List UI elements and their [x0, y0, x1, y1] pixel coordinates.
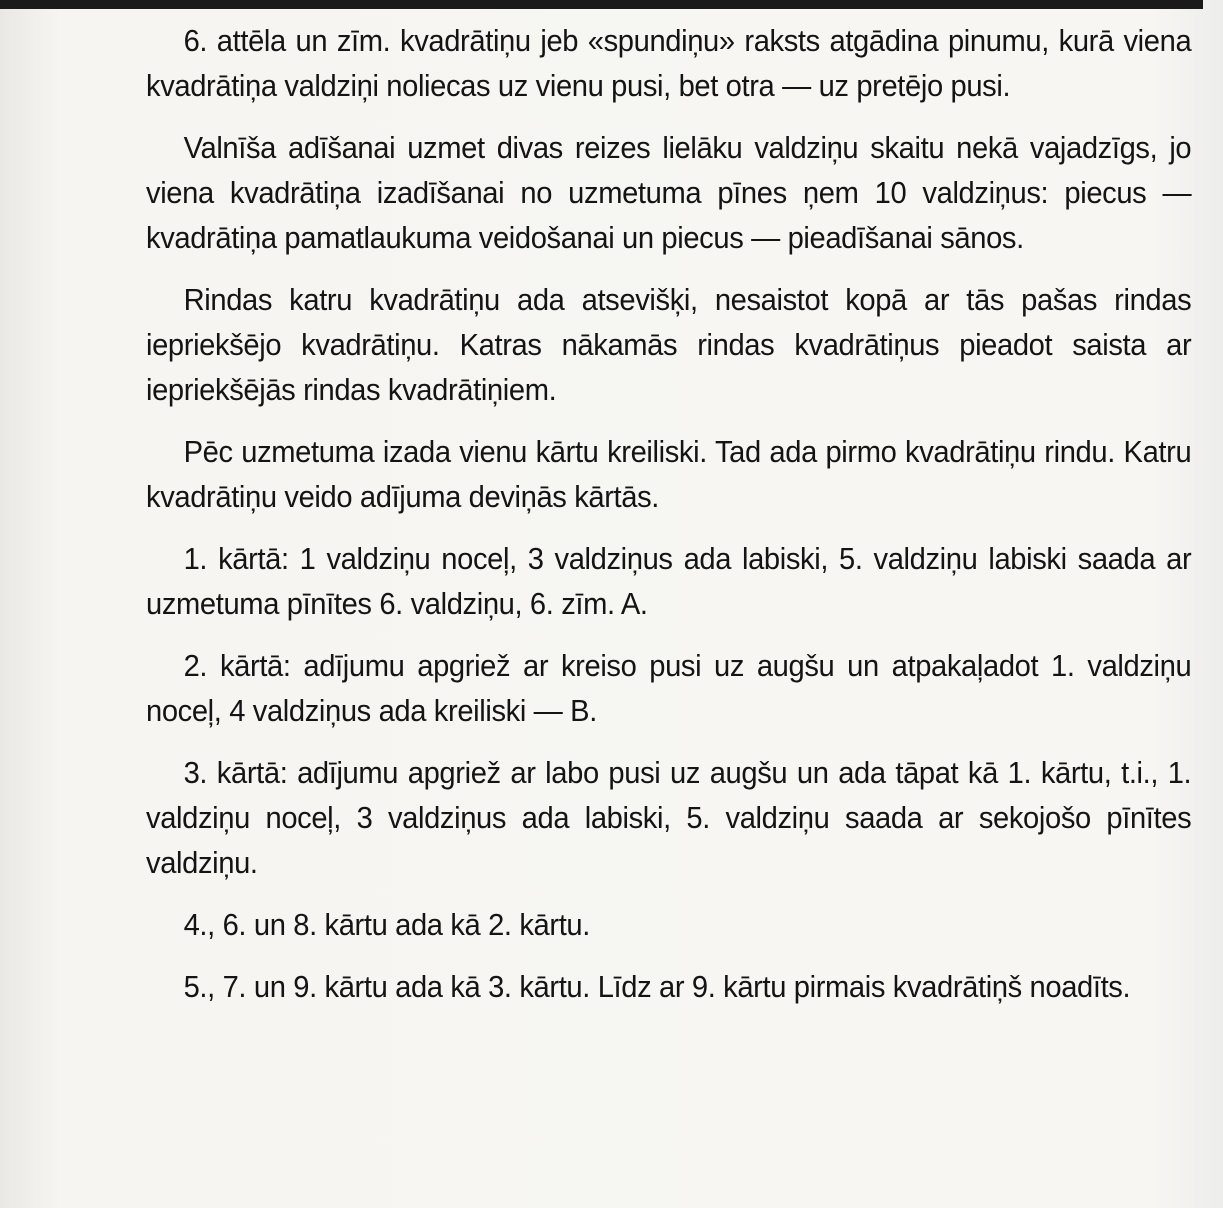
paragraph-7: 3. kārtā: adījumu apgriež ar labo pusi uz augšu un ada tāpat kā 1. kārtu, t.i., 1. valdziņu noceļ, 3 valdziņus ada labiski, 5. valdziņu saada ar sekojošo pīnītes valdziņu. — [146, 755, 1192, 880]
paragraph-4: Pēc uzmetuma izada vienu kārtu kreiliski. Tad ada pirmo kvadrātiņu rindu. Katru kvadrātiņu veido adījuma deviņās kārtās. — [146, 434, 1192, 514]
paragraph-2: Valnīša adīšanai uzmet divas reizes lielāku valdziņu skaitu nekā vajadzīgs, jo viena kvadrātiņa izadīšanai no uzmetuma pīnes ņem 10 valdziņus: piecus — kvadrātiņa pamatlaukuma veidošanai un piecus — pieadīšanai sānos. — [146, 130, 1192, 255]
top-rule — [0, 0, 1203, 9]
paragraph-1: 6. attēla un zīm. kvadrātiņu jeb «spundiņu» raksts atgādina pinumu, kurā viena kvadrātiņa valdziņi noliecas uz vienu pusi, bet otra — uz pretējo pusi. — [146, 23, 1192, 103]
document-body — [146, 18, 1192, 1026]
paragraph-6: 2. kārtā: adījumu apgriež ar kreiso pusi uz augšu un atpakaļadot 1. valdziņu noceļ, 4 valdziņus ada kreiliski — B. — [146, 648, 1192, 728]
paragraph-8: 4., 6. un 8. kārtu ada kā 2. kārtu. — [183, 907, 590, 942]
paragraph-3: Rindas katru kvadrātiņu ada atsevišķi, nesaistot kopā ar tās pašas rindas iepriekšējo kvadrātiņu. Katras nākamās rindas kvadrātiņus pieadot saista ar iepriekšējās rindas kvadrātiņiem. — [146, 282, 1192, 407]
paragraph-9: 5., 7. un 9. kārtu ada kā 3. kārtu. Līdz ar 9. kārtu pirmais kvadrātiņš noadīts. — [183, 969, 1131, 1004]
paragraph-5: 1. kārtā: 1 valdziņu noceļ, 3 valdziņus ada labiski, 5. valdziņu labiski saada ar uzmetuma pīnītes 6. valdziņu, 6. zīm. A. — [146, 541, 1192, 621]
